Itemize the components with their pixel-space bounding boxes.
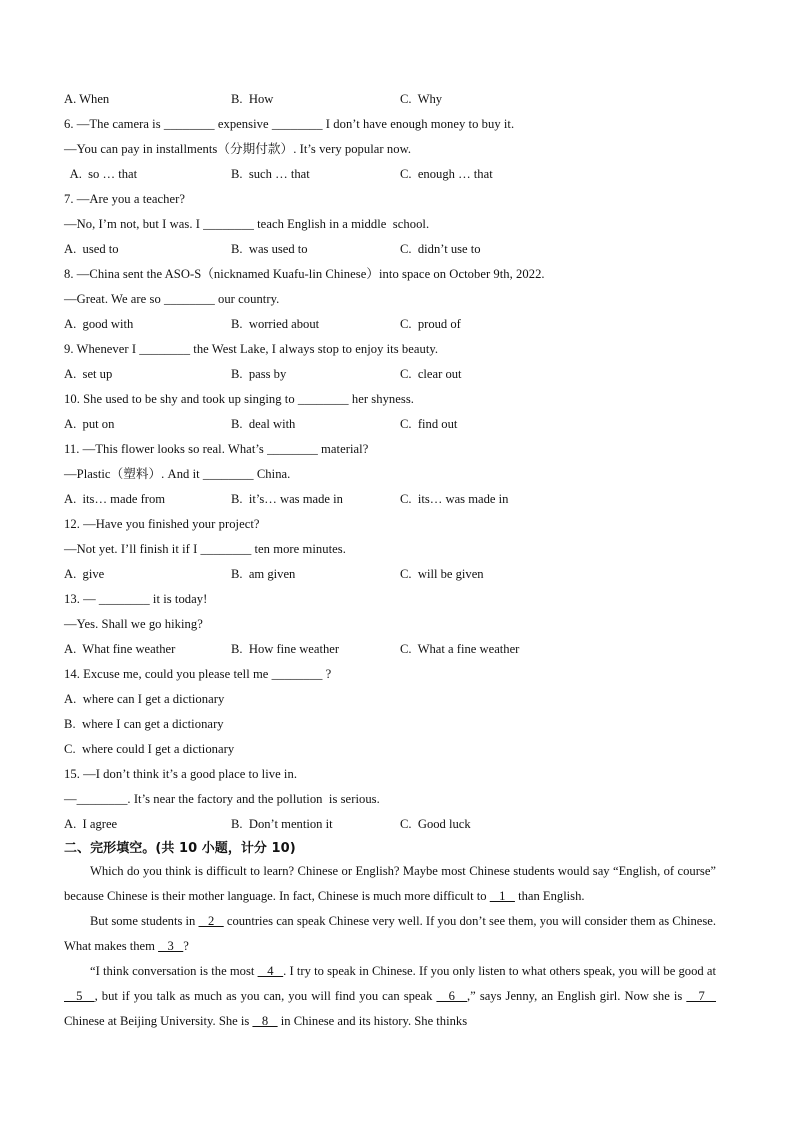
passage-text: . I try to speak in Chinese. If you only listen to what others speak, you will be good at	[283, 964, 716, 978]
blank-number: 4	[257, 964, 284, 978]
option-c: C. clear out	[400, 367, 462, 381]
question-line: B. where I can get a dictionary	[64, 717, 224, 731]
question-line: 15. —I don’t think it’s a good place to live in.	[64, 767, 298, 781]
option-a: A. I agree	[64, 817, 118, 831]
option-row	[64, 815, 734, 833]
passage-text: , but if you talk as much as you can, you will find you can speak	[94, 989, 437, 1003]
passage-text: ,” says Jenny, an English girl. Now she is	[467, 989, 687, 1003]
question-line: 13. — ________ it is today!	[64, 592, 208, 606]
blank-number: 3	[158, 939, 184, 953]
option-a: A. good with	[64, 317, 134, 331]
option-row	[64, 365, 734, 383]
option-row	[64, 565, 734, 583]
option-c: C. enough … that	[400, 167, 493, 181]
option-a: A. so … that	[64, 167, 138, 181]
option-b: B. am given	[231, 567, 296, 581]
option-a: A. put on	[64, 417, 115, 431]
option-b: B. it’s… was made in	[231, 492, 343, 506]
question-line: 11. —This flower looks so real. What’s ________ material?	[64, 442, 369, 456]
question-line: A. where can I get a dictionary	[64, 692, 225, 706]
question-line: 14. Excuse me, could you please tell me ________ ?	[64, 667, 332, 681]
question-line: 8. —China sent the ASO-S（nicknamed Kuafu-lin Chinese）into space on October 9th, 2022.	[64, 267, 545, 281]
option-c: C. proud of	[400, 317, 461, 331]
question-line: —No, I’m not, but I was. I ________ teach English in a middle school.	[64, 217, 430, 231]
cloze-passage	[64, 859, 716, 1034]
passage-paragraph	[64, 909, 716, 959]
passage-text: But some students in	[90, 914, 199, 928]
passage-paragraph	[64, 859, 716, 909]
section-heading: 二、完形填空。(共 10 小题，计分 10)	[64, 841, 296, 856]
option-row	[64, 240, 734, 258]
question-line: —Plastic（塑料）. And it ________ China.	[64, 467, 291, 481]
question-line: —Great. We are so ________ our country.	[64, 292, 280, 306]
question-line: 10. She used to be shy and took up singing to ________ her shyness.	[64, 392, 415, 406]
passage-text: than English.	[514, 889, 585, 903]
option-a: A. set up	[64, 367, 113, 381]
blank-number: 7	[686, 989, 717, 1003]
blank-number: 1	[489, 889, 515, 903]
passage-text: in Chinese and its history. She thinks	[277, 1014, 468, 1028]
blank-number: 2	[198, 914, 224, 928]
option-a: A. What fine weather	[64, 642, 176, 656]
passage-text: ?	[183, 939, 189, 953]
blank-number: 5	[64, 989, 95, 1003]
option-b: B. was used to	[231, 242, 308, 256]
option-row	[64, 490, 734, 508]
option-b: B. such … that	[231, 167, 310, 181]
question-line: 12. —Have you finished your project?	[64, 517, 260, 531]
option-c: C. Why	[400, 92, 443, 106]
blank-number: 8	[252, 1014, 278, 1028]
option-b: B. worried about	[231, 317, 320, 331]
option-b: B. deal with	[231, 417, 296, 431]
option-c: C. Good luck	[400, 817, 471, 831]
option-row	[64, 415, 734, 433]
passage-text: countries can speak Chinese very well. If you don’t see them, you will consider them as Chinese. What makes them	[64, 914, 717, 953]
option-c: C. What a fine weather	[400, 642, 520, 656]
passage-text: Chinese at Beijing University. She is	[64, 1014, 253, 1028]
option-row	[64, 640, 734, 658]
option-c: C. find out	[400, 417, 458, 431]
passage-text: “I think conversation is the most	[90, 964, 258, 978]
question-line: —Yes. Shall we go hiking?	[64, 617, 203, 631]
passage-text: Which do you think is difficult to learn? Chinese or English? Maybe most Chinese students would say “English, of course” because Chinese is their mother language. In fact, Chinese is much more difficult to	[64, 864, 716, 903]
option-b: B. How	[231, 92, 274, 106]
option-c: C. its… was made in	[400, 492, 509, 506]
option-a: A. used to	[64, 242, 119, 256]
question-line: 7. —Are you a teacher?	[64, 192, 186, 206]
option-row	[64, 165, 734, 183]
option-a: A. give	[64, 567, 105, 581]
option-row	[64, 315, 734, 333]
option-b: B. pass by	[231, 367, 287, 381]
question-line: 9. Whenever I ________ the West Lake, I always stop to enjoy its beauty.	[64, 342, 439, 356]
option-c: C. didn’t use to	[400, 242, 481, 256]
question-line: 6. —The camera is ________ expensive ________ I don’t have enough money to buy it.	[64, 117, 515, 131]
question-line: —Not yet. I’ll finish it if I ________ ten more minutes.	[64, 542, 346, 556]
option-b: B. How fine weather	[231, 642, 340, 656]
blank-number: 6	[436, 989, 468, 1003]
option-a: A. its… made from	[64, 492, 166, 506]
question-line: C. where could I get a dictionary	[64, 742, 235, 756]
question-line: —________. It’s near the factory and the pollution is serious.	[64, 792, 380, 806]
question-line: —You can pay in installments（分期付款）. It’s very popular now.	[64, 142, 412, 156]
option-a: A. When	[64, 92, 110, 106]
option-b: B. Don’t mention it	[231, 817, 333, 831]
option-row	[64, 90, 734, 108]
option-c: C. will be given	[400, 567, 484, 581]
passage-paragraph	[64, 959, 716, 1034]
